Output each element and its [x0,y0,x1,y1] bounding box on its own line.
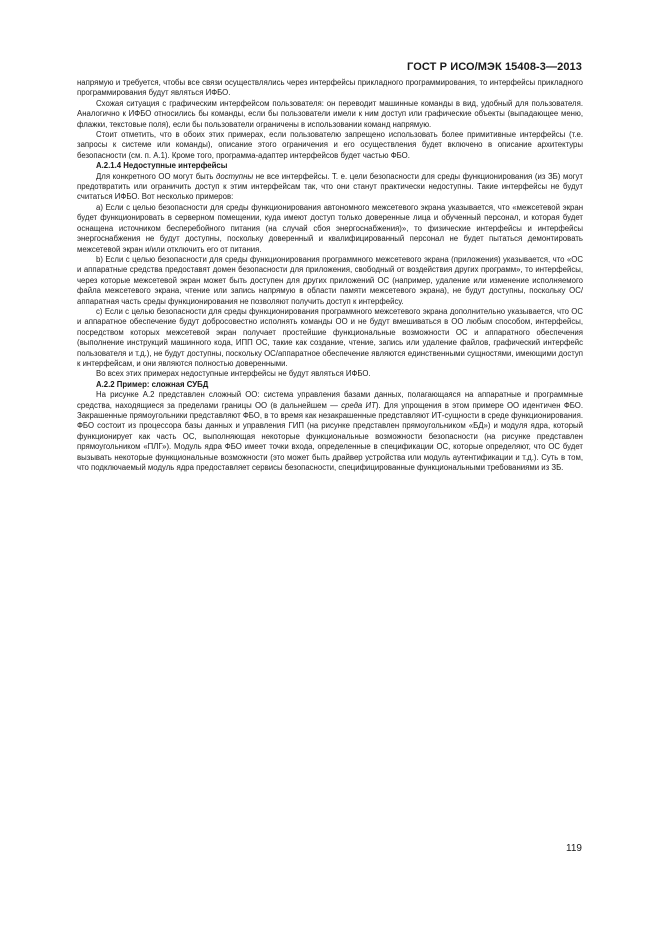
paragraph-text: На рисунке А.2 представлен сложный ОО: система управления базами данных, полагающаяся на аппаратные и программные средства, находящиеся за пределами границы ОО (в дальнейшем — [77,390,583,410]
paragraph-text: Для конкретного ОО могут быть [96,171,217,181]
paragraph [77,390,583,473]
paragraph: напрямую и требуется, чтобы все связи осуществлялись через интерфейсы прикладного программирования, то интерфейсы прикладного программирования будут являться ИФБО. [77,78,583,98]
emphasis-text: доступны [216,171,254,181]
section-heading: А.2.1.4 Недоступные интерфейсы [96,161,228,171]
document-header: ГОСТ Р ИСО/МЭК 15408-3—2013 [407,61,582,73]
paragraph [77,172,583,203]
paragraph-text: не все интерфейсы. Т. е. цели безопасности для среды функционирования (из ЗБ) могут предотвратить или ограничить доступ к этим интерфейсам так, что они станут практически недоступны. Такие интерфейсы не будут считаться ИФБО. Вот несколько примеров: [77,171,583,202]
paragraph: Стоит отметить, что в обоих этих примерах, если пользователю запрещено использовать более примитивные интерфейсы (т.е. запросы к системе или команды), описание этого ограничения и его осуществления будет включено в описание архитектуры безопасности (см. п. А.1). Кроме того, программа-адаптер интерфейсов будет частью ФБО. [77,130,583,160]
paragraph: Схожая ситуация с графическим интерфейсом пользователя: он переводит машинные команды в вид, удобный для пользователя. Аналогично к ИФБО относились бы команды, если бы пользователи имели к ним доступ или графические объекты (выпадающее меню, флажки, текстовые поля), если бы пользователи ограничены в использовании команд напрямую. [77,98,583,129]
section-heading: А.2.2 Пример: сложная СУБД [96,379,209,389]
paragraph: Во всех этих примерах недоступные интерфейсы не будут являться ИФБО. [96,369,371,379]
list-item: c) Если с целью безопасности для среды функционирования программного межсетевого экрана дополнительно указывается, что ОС и аппаратное обеспечение будут добросовестно исполнять команды ОО и не будут вмешиваться в ОО любым способом, интерфейсы, посредством которых межсетевой экран получает простейшие функциональные возможности ОС и аппаратного обеспечения (выполнение инструкций машинного кода, ИПП ОС, такие как создание, чтение, запись или удаление файлов, графический интерфейс пользователя и т.д.), не будут доступны, поскольку ОС/аппаратное обеспечение являются единственными сущностями, имеющими доступ к интерфейсам, и они являются полностью доверенными. [77,306,583,368]
list-item: b) Если с целью безопасности для среды функционирования программного межсетевого экрана (приложения) указывается, что «ОС и аппаратные средства предоставят домен безопасности для приложения, свободный от воздействия других программ», то интерфейсы, через которые межсетевой экран может быть доступен для других приложений ОС (например, удаление или изменение исполняемого файла межсетевого экрана, чтение или запись напрямую в области памяти межсетевого экрана), не будут доступны, поскольку ОС/аппаратная часть среды функционирования не позволяют получить доступ к интерфейсу. [77,254,583,306]
page-number: 119 [566,843,582,854]
document-body [77,78,583,473]
emphasis-text: среда ИТ [341,400,376,410]
list-item: a) Если с целью безопасности для среды функционирования автономного межсетевого экрана указывается, что «межсетевой экран будет функционировать в серверном помещении, куда имеют доступ только доверенные лица и обученный персонал, и которая будет оснащена источником бесперебойного питания (на случай сбоя энергоснабжения)», то физические интерфейсы и интерфейсы энергоснабжения не будут доступны, поскольку доверенный и квалифицированный персонал не будет пытаться демонтировать межсетевой экран и/или отключить его от питания. [77,202,583,254]
paragraph-text: ). Для упрощения в этом примере ОО идентичен ФБО. Закрашенные прямоугольники представляют ФБО, в то время как незакрашенные представляют ИТ-сущности в среде функционирования. ФБО состоит из процессора базы данных и управления ГИП (на рисунке представлен прямоугольником «БД») и модуля ядра, который функционирует как часть ОС, выполняющая некоторые функциональные возможности безопасности (на рисунке представлен прямоугольником «ПЛГ»). Модуль ядра ФБО имеет точки входа, определенные в спецификации ОС, которые определяют, что ОС будет вызывать некоторые функциональные возможности (это может быть драйвер устройства или модуль аутентификации и т.д.). Суть в том, что подключаемый модуль ядра предоставляет сервисы безопасности, специфицированные функциональными требованиями из ЗБ. [77,400,584,473]
